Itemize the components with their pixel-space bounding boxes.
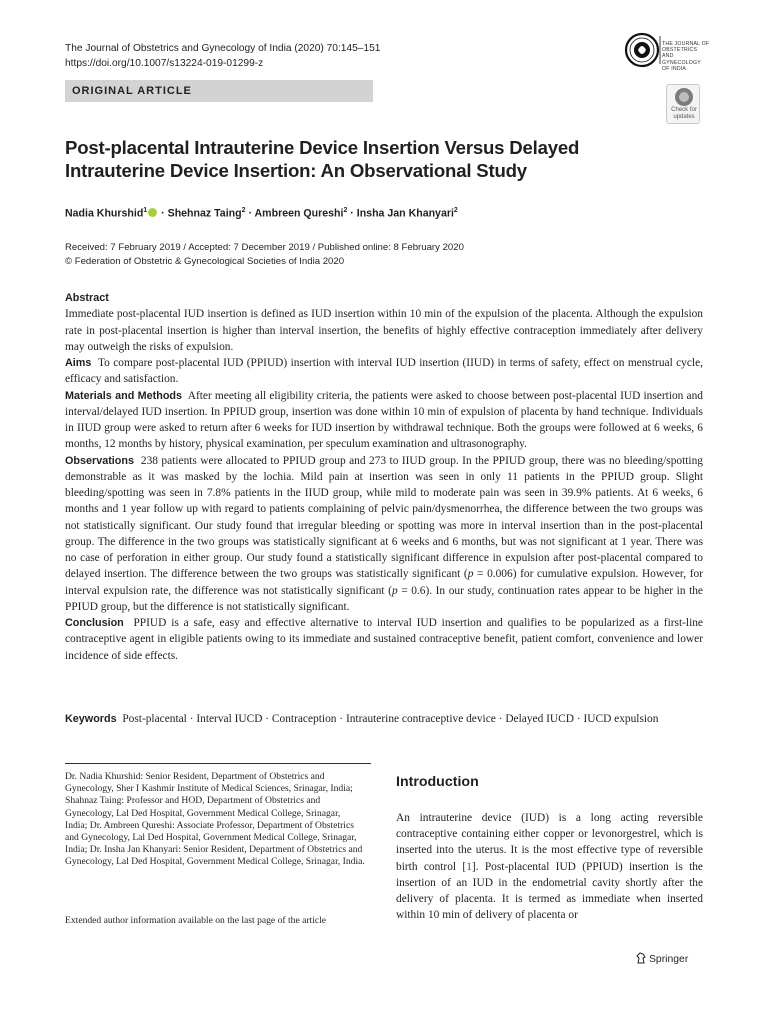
author-name[interactable]: Shehnaz Taing [167,207,242,220]
citation-link[interactable]: 1 [466,860,472,873]
keywords [65,711,703,727]
abstract-conclusion [65,615,703,664]
check-updates-line: updates [673,114,695,120]
author-affiliations: Dr. Nadia Khurshid: Senior Resident, Department of Obstetrics and Gynecology, Sher I Kashmir Institute of Medical Sciences, Srinagar, India; Shahnaz Taing: Professor and HOD, Department of Obstetrics and Gynecology, Lal Ded Hospital, Government Medical College, Srinagar, India; Dr. Ambreen Qureshi: Associate Professor, Department of Obstetrics and Gynecology, Lal Ded Hospital, Government Medical College, Srinagar, India; Dr. Insha Jan Khanyari: Senior Resident, Department of Obstetrics and Gynecology, Lal Ded Hospital, Government Medical College, Srinagar, India. [65,771,365,868]
author-affiliation-mark: 2 [241,207,246,214]
check-updates-icon [675,88,693,106]
aims-label: Aims [65,357,92,369]
doi-link[interactable]: https://doi.org/10.1007/s13224-019-01299-z [65,58,264,69]
copyright-notice: © Federation of Obstetric & Gynecological Societies of India 2020 [65,256,345,267]
observations-label: Observations [65,454,135,467]
keywords-label: Keywords [65,713,117,725]
title-line: Post-placental Intrauterine Device Insertion Versus Delayed [65,137,580,158]
author-name[interactable]: Insha Jan Khanyari [356,207,454,220]
author-affiliation-mark: 1 [143,207,148,214]
check-updates-line: Check for [671,107,697,113]
publisher-name: Springer [649,954,689,965]
abstract-intro: Immediate post-placental IUD insertion is defined as IUD insertion within 10 min of the expulsion of the placenta. Although the expulsion rate in post-placental insertion is higher than interval insertion, the benefits of highly effective contraception immediately after delivery may outweigh the risks of expulsion. [65,308,703,353]
logo-text-line: OBSTETRICS [662,47,698,54]
author-affiliation-mark: 2 [453,207,458,214]
aims-text: To compare post-placental IUD (PPIUD) insertion with interval IUD insertion (IIUD) in terms of safety, effect on menstrual cycle, efficacy and satisfaction. [65,357,703,386]
logo-text-line: THE JOURNAL OF [662,41,710,47]
footnote-divider [65,763,371,764]
abstract [65,290,703,664]
methods-label: Materials and Methods [65,389,183,402]
author-name[interactable]: Ambreen Qureshi [254,207,344,220]
author-list: Nadia Khurshid$^1$ · Shehnaz Taing$^2$ · Ambreen Qureshi$^2$ · Insha Jan Khanyari$^2$ [65,207,458,220]
intro-text-part: ]. Post-placental IUD (PPIUD) insertion is the insertion of an IUD in the endometrial cavity shortly after the delivery of placenta. It is termed as immediate when inserted within 10 min of delivery of placenta or [396,860,703,922]
observations-text: = 0.6). In our study, continuation rates appear to be higher in the PPIUD group, but the difference is not statistically significant. [65,584,703,613]
conclusion-label: Conclusion [65,617,124,629]
conclusion-text: PPIUD is a safe, easy and effective alternative to interval IUD insertion and qualifies to be popularized as a first-line contraceptive agent in eligible patients owing to its immediate and sustained contraceptive benefit, patient comfort, convenience and lower incidence of side effects. [65,617,703,662]
keywords-text: Post-placental · Interval IUCD · Contraception · Intrauterine contraceptive device · Delayed IUCD · IUCD expulsion [122,713,659,725]
introduction-heading: Introduction [396,774,479,790]
logo-text-line: AND [662,53,674,60]
observations-text: 238 patients were allocated to PPIUD group and 273 to IIUD group. In the PPIUD group, there was no bleeding/spotting demonstrable as it was masked by the lochia. Mild pain at insertion was seen in only 11 patients in the PPIUD group. Slight bleeding/spotting was seen in 7.8% patients in the IIUD group, while mild to moderate pain was seen in 39.9% patients. At 6 weeks, 6 months and 1 year follow up with regard to patients complaining of pelvic pain/dysmenorrhea, the difference between the two groups was not statistically significant. Our study found that irregular bleeding or spotting was more in interval insertion than in the post-placental group. The difference in the two groups was statistically significant at 6 weeks and 6 months, but was not significant at 1 year. There was no case of perforation in either group. Our study found a statistically significant difference in expulsion after post-placental compared to delayed insertion. The difference between the two groups was statistically significant ( [65,454,703,581]
methods-text: After meeting all eligibility criteria, the patients were asked to choose between post-placental IUD insertion and interval/delayed IUD insertion. In PPIUD group, insertion was done within 10 min of expulsion of placenta by hand technique. Individuals in IIUD group were asked to return after 6 weeks for IUD insertion by withdrawal technique. Both the groups were followed at 6 weeks, 6 months, 12 months by history, physical examination, per speculum examination and ultrasonography. [65,389,703,451]
abstract-heading: Abstract [65,292,109,304]
observations-text: = 0.006) for cumulative expulsion. However, for interval expulsion rate, the difference was not statistically significant ( [65,568,703,597]
p-symbol: p [467,568,474,581]
abstract-aims [65,355,703,388]
article-title [65,136,625,182]
check-updates-label [667,107,701,121]
author-name[interactable]: Nadia Khurshid [65,207,144,220]
orcid-icon[interactable] [148,208,157,217]
abstract-methods [65,388,703,453]
logo-text-line: GYNECOLOGY [662,59,701,66]
author-affiliation-mark: 2 [343,207,348,214]
article-type-label: ORIGINAL ARTICLE [72,85,192,97]
p-symbol: p [391,584,398,597]
title-line: Intrauterine Device Insertion: An Observational Study [65,160,527,181]
extended-author-info: Extended author information available on the last page of the article [65,915,327,926]
journal-logo-text [662,41,709,72]
logo-text-line: OF INDIA [662,65,687,72]
journal-citation: The Journal of Obstetrics and Gynecology of India (2020) 70:145–151 [65,43,381,54]
intro-text-part: An intrauterine device (IUD) is a long acting reversible contraceptive containing either copper or levonorgestrel, which is inserted into the uterus. It is the most effective type of reversible birth control [ [396,812,703,873]
check-for-updates-button[interactable] [666,84,700,124]
springer-horse-icon [636,952,646,964]
abstract-observations [65,453,703,616]
publisher-footer [636,952,688,967]
article-dates: Received: 7 February 2019 / Accepted: 7 December 2019 / Published online: 8 February 2020 [65,242,464,253]
introduction-text [396,810,703,923]
